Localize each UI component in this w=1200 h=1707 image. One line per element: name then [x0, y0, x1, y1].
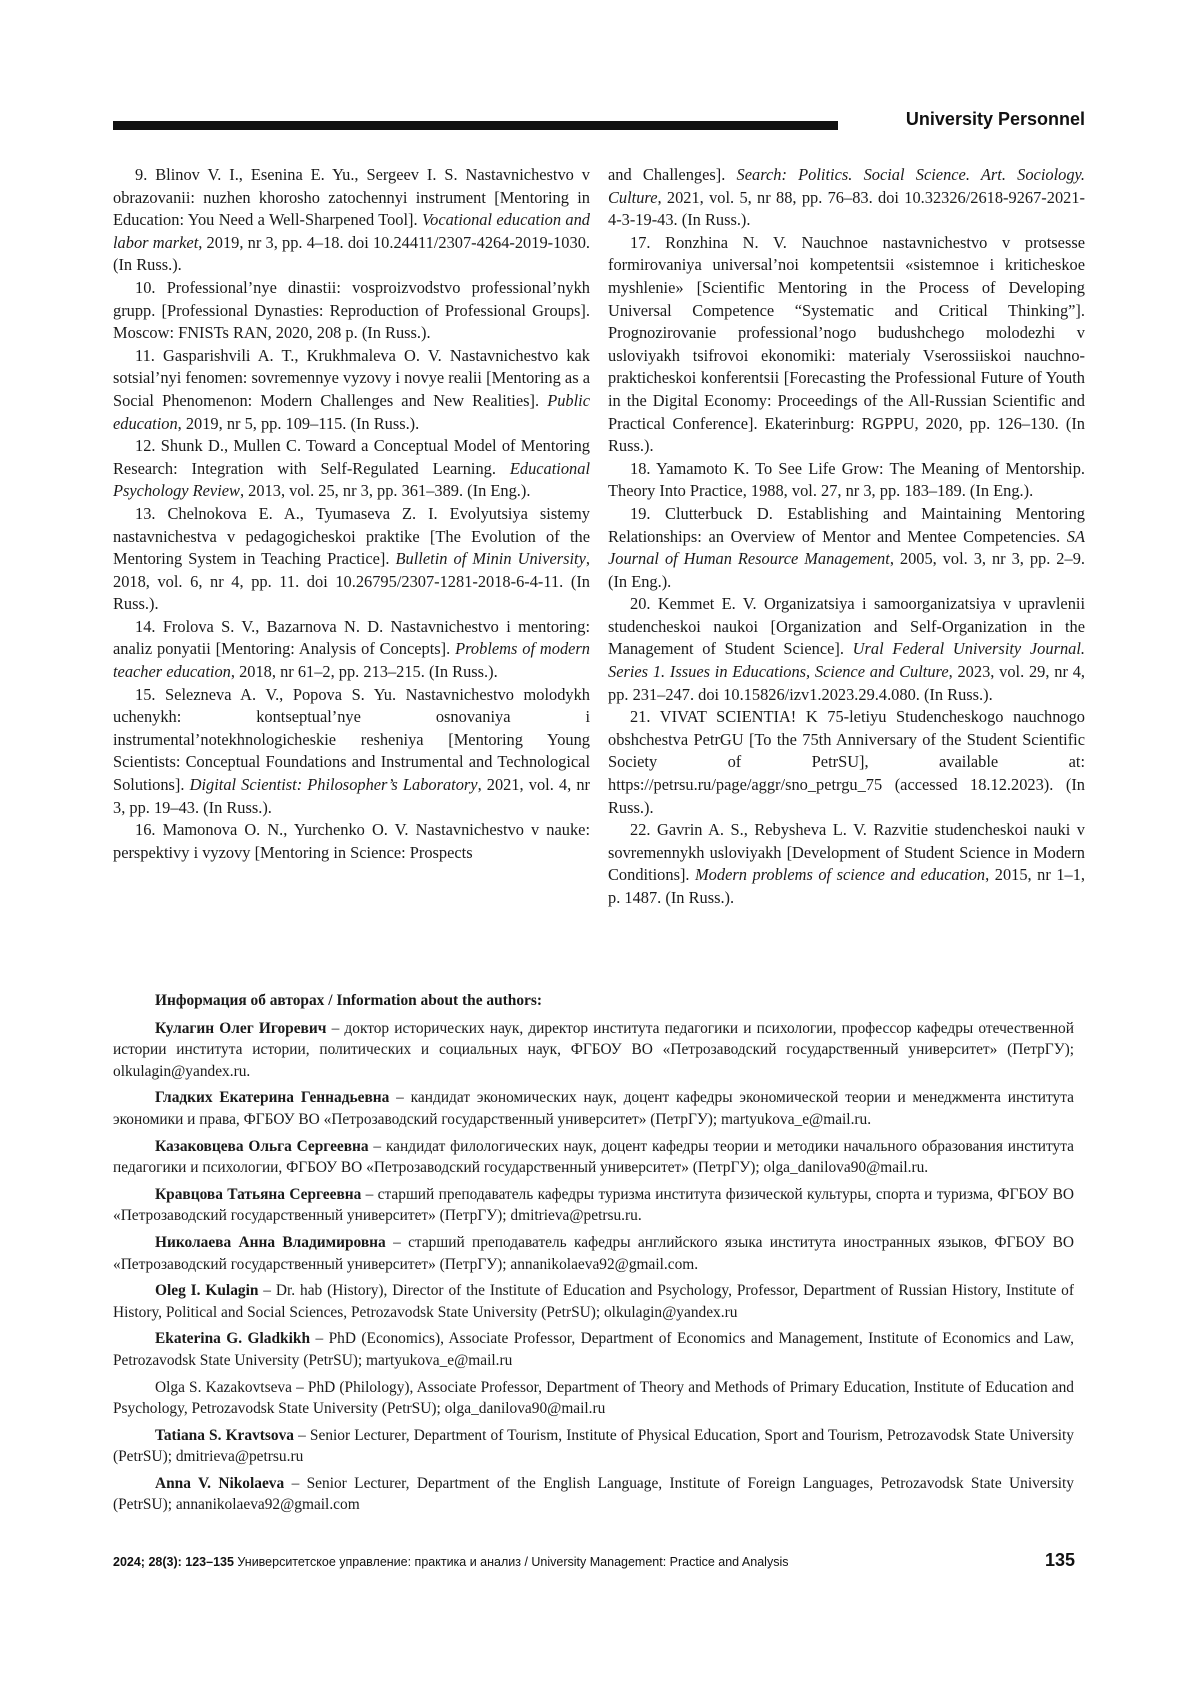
author-name: Anna V. Nikolaeva	[155, 1474, 285, 1492]
reference-item	[608, 593, 1085, 706]
reference-item	[608, 458, 1085, 503]
reference-journal: Bulletin of Minin University	[395, 549, 586, 569]
section-title: University Personnel	[905, 109, 1085, 129]
reference-item	[113, 164, 590, 277]
reference-tail: , 2018, nr 61–2, pp. 213–215. (In Russ.).	[230, 662, 498, 682]
reference-text: 19. Clutterbuck D. Establishing and Maintaining Mentoring Relationships: an Overview of Mentor and Mentee Competencies.	[608, 503, 1085, 546]
author-description: – PhD (Economics), Associate Professor, Department of Economics and Management, Institute of Economics and Law, Petrozavodsk State University (PetrSU); martyukova_e@mail.ru	[113, 1330, 1074, 1369]
author-entry	[113, 1473, 1074, 1516]
reference-tail: , 2023, vol. 29, nr 4, pp. 231–247. doi 10.15826/izv1.2023.29.4.080. (In Russ.).	[608, 662, 1085, 704]
reference-tail: , 2015, nr 1–1, p. 1487. (In Russ.).	[608, 865, 1085, 907]
reference-journal: Search: Politics. Social Science. Art. Sociology. Culture	[608, 165, 1085, 207]
author-entry	[113, 1087, 1074, 1130]
author-description: – Dr. hab (History), Director of the Institute of Education and Psychology, Professor, Department of Russian History, Institute of History, Political and Social Sciences, Petrozavodsk State University (PetrSU); olkulagin@yandex.ru	[113, 1282, 1074, 1321]
author-entry	[113, 1328, 1074, 1371]
authors-list	[113, 1018, 1074, 1516]
author-entry	[113, 1184, 1074, 1227]
reference-text: 11. Gasparishvili A. T., Krukhmaleva O. V. Nastavnichestvo kak sotsial’nyi fenomen: sovremennye vyzovy i novye realii [Mentoring as a Social Phenomenon: Modern Challenges and New Realities].	[113, 345, 590, 410]
reference-tail: , 2019, nr 3, pp. 4–18. doi 10.24411/2307-4264-2019-1030. (In Russ.).	[113, 232, 590, 275]
author-entry	[113, 1232, 1074, 1275]
author-name: Казаковцева Ольга Сергеевна	[155, 1137, 369, 1155]
reference-tail: , 2018, vol. 6, nr 4, pp. 11. doi 10.26795/2307-1281-2018-6-4-11. (In Russ.).	[113, 549, 590, 614]
reference-item	[608, 503, 1085, 593]
author-description: – доктор исторических наук, директор института педагогики и психологии, профессор кафедры отечественной истории института истории, политических и социальных наук, ФГБОУ ВО «Петрозаводский государственный университет» (ПетрГУ); olkulagin@yandex.ru.	[113, 1019, 1074, 1080]
author-name: Николаева Анна Владимировна	[155, 1233, 386, 1251]
reference-item	[608, 819, 1085, 909]
reference-text: 20. Kemmet E. V. Organizatsiya i samoorganizatsiya v upravlenii studencheskoi naukoi [Organization and Self-Organization in the Management of Student Science].	[608, 594, 1085, 659]
references-right-column	[608, 164, 1085, 910]
reference-text: 13. Chelnokova E. A., Tyumaseva Z. I. Evolyutsiya sistemy nastavnichestva v pedagogicheskoi praktike [The Evolution of the Mentoring System in Teaching Practice].	[113, 503, 590, 569]
author-entry	[113, 1425, 1074, 1468]
author-entry	[113, 1377, 1074, 1420]
author-description: – Senior Lecturer, Department of the English Language, Institute of Foreign Languages, Petrozavodsk State University (PetrSU); annanikolaeva92@gmail.com	[113, 1474, 1074, 1514]
authors-heading: Информация об авторах / Information about the authors:	[155, 992, 542, 1009]
reference-item	[113, 435, 590, 503]
reference-item	[113, 277, 590, 345]
reference-item	[113, 503, 590, 616]
author-entry	[113, 1280, 1074, 1323]
reference-tail: , 2021, vol. 4, nr 3, pp. 19–43. (In Russ.).	[113, 775, 591, 817]
reference-tail: , 2013, vol. 25, nr 3, pp. 361–389. (In Eng.).	[239, 481, 531, 501]
author-description: – старший преподаватель кафедры английского языка института иностранных языков, ФГБОУ ВО «Петрозаводский государственный университет» (ПетрГУ); annanikolaeva92@gmail.com.	[113, 1233, 1074, 1273]
reference-text: 10. Professional’nye dinastii: vosproizvodstvo professional’nykh grupp. [Professional Dynasties: Reproduction of Professional Groups]. Moscow: FNISTs RAN, 2020, 208 p. (In Russ.).	[113, 277, 590, 343]
author-name: Tatiana S. Kravtsova	[155, 1426, 294, 1444]
reference-tail: , 2005, vol. 3, nr 3, pp. 2–9. (In Eng.).	[608, 549, 1085, 591]
reference-journal: Educational Psychology Review	[113, 458, 590, 501]
reference-text: 21. VIVAT SCIENTIA! K 75-letiyu Studencheskogo nauchnogo obshchestva PetrGU [To the 75th Anniversary of the Student Scientific Society of PetrSU], available at: https://petrsu.ru/page/aggr/sno_petrgu_75 (accessed 18.12.2023). (In Russ.).	[608, 707, 1085, 817]
author-description: – Senior Lecturer, Department of Tourism, Institute of Physical Education, Sport and Tourism, Petrozavodsk State University (PetrSU); dmitrieva@petrsu.ru	[113, 1426, 1074, 1466]
reference-text: 12. Shunk D., Mullen C. Toward a Conceptual Model of Mentoring Research: Integration with Self-Regulated Learning.	[113, 436, 590, 478]
reference-text: 17. Ronzhina N. V. Nauchnoe nastavnichestvo v protsesse formirovaniya universal’noi kompetentsii «sistemnoe i kriticheskoe myshlenie» [Scientific Mentoring in the Process of Developing Universal Competence “Systematic and Critical Thinking”]. Prognozirovanie professional’nogo budushchego molodezhi v usloviyakh tsifrovoi ekonomiki: materialy Vserossiiskoi nauchno-prakticheskoi konferentsii [Forecasting the Professional Future of Youth in the Digital Economy: Proceedings of the All-Russian Scientific and Practical Conference]. Ekaterinburg: RGPPU, 2020, pp. 126–130. (In Russ.).	[608, 232, 1085, 456]
reference-text: 18. Yamamoto K. To See Life Grow: The Meaning of Mentorship. Theory Into Practice, 1988, vol. 27, nr 3, pp. 183–189. (In Eng.).	[608, 458, 1085, 501]
page-number: 135	[1044, 1550, 1075, 1570]
reference-journal: SA Journal of Human Resource Management	[608, 526, 1085, 569]
reference-item	[608, 164, 1085, 232]
reference-text: 9. Blinov V. I., Esenina E. Yu., Sergeev I. S. Nastavnichestvo v obrazovanii: nuzhen khorosho zatochennyi instrument [Mentoring in Education: You Need a Well-Sharpened Tool].	[113, 165, 590, 230]
author-name: Гладких Екатерина Геннадьевна	[155, 1089, 390, 1107]
reference-text: 15. Selezneva A. V., Popova S. Yu. Nastavnichestvo molodykh uchenykh: kontseptual’nye osnovaniya i instrumental’notekhnologicheskie resheniya [Mentoring Young Scientists: Conceptual Foundations and Instrumental and Technological Solutions].	[113, 684, 590, 795]
reference-journal: Public education	[113, 390, 590, 433]
footer-citation-journal: Университетское управление: практика и анализ / University Management: Practice and Analysis	[233, 1555, 789, 1569]
reference-item	[113, 616, 590, 684]
reference-item	[113, 345, 590, 435]
footer-citation-volume: 2024; 28(3): 123–135	[113, 1555, 234, 1569]
reference-journal: Vocational education and labor market	[113, 210, 590, 252]
reference-tail: , 2019, nr 5, pp. 109–115. (In Russ.).	[177, 413, 420, 433]
author-description: – старший преподаватель кафедры туризма института физической культуры, спорта и туризма, ФГБОУ ВО «Петрозаводский государственный университет» (ПетрГУ); dmitrieva@petrsu.ru.	[113, 1185, 1075, 1225]
author-entry	[113, 1136, 1074, 1179]
reference-item	[113, 684, 590, 820]
reference-journal: Problems of modern teacher education	[113, 639, 590, 682]
footer-citation	[113, 1555, 788, 1569]
reference-journal: Ural Federal University Journal. Series 1. Issues in Educations, Science and Culture	[608, 639, 1085, 682]
author-entry	[113, 1018, 1074, 1083]
reference-text: and Challenges].	[608, 165, 737, 184]
references-left-column	[113, 164, 590, 864]
reference-text: 22. Gavrin A. S., Rebysheva L. V. Razvitie studencheskoi nauki v sovremennykh usloviyakh [Development of Student Science in Modern Conditions].	[608, 820, 1085, 885]
author-name: Oleg I. Kulagin	[155, 1282, 259, 1300]
author-name: Ekaterina G. Gladkikh	[155, 1330, 311, 1348]
authors-section	[113, 990, 1074, 1521]
reference-item	[113, 819, 590, 864]
author-name: Кулагин Олег Игоревич	[155, 1019, 327, 1037]
reference-text: 14. Frolova S. V., Bazarnova N. D. Nastavnichestvo i mentoring: analiz ponyatii [Mentoring: Analysis of Concepts].	[113, 616, 590, 659]
author-name: Кравцова Татьяна Сергеевна	[155, 1185, 362, 1203]
reference-journal: Modern problems of science and education	[695, 865, 986, 885]
author-description: – кандидат экономических наук, доцент кафедры экономической теории и менеджмента института экономики и права, ФГБОУ ВО «Петрозаводский государственный университет» (ПетрГУ); martyukova_e@mail.ru.	[113, 1089, 1074, 1128]
reference-journal: Digital Scientist: Philosopher’s Laboratory	[189, 775, 478, 795]
author-description: Olga S. Kazakovtseva – PhD (Philology), Associate Professor, Department of Theory and Methods of Primary Education, Institute of Education and Psychology, Petrozavodsk State University (PetrSU); olga_danilova90@mail.ru	[113, 1378, 1074, 1418]
reference-item	[608, 706, 1085, 819]
author-description: – кандидат филологических наук, доцент кафедры теории и методики начального образования института педагогики и психологии, ФГБОУ ВО «Петрозаводский государственный университет» (ПетрГУ); olga_danilova90@mail.ru.	[113, 1137, 1074, 1177]
reference-item	[608, 232, 1085, 458]
reference-tail: , 2021, vol. 5, nr 88, pp. 76–83. doi 10.32326/2618-9267-2021-4-3-19-43. (In Russ.).	[608, 187, 1085, 230]
reference-text: 16. Mamonova O. N., Yurchenko O. V. Nastavnichestvo v nauke: perspektivy i vyzovy [Mentoring in Science: Prospects	[113, 820, 590, 862]
header-rule	[113, 121, 838, 130]
